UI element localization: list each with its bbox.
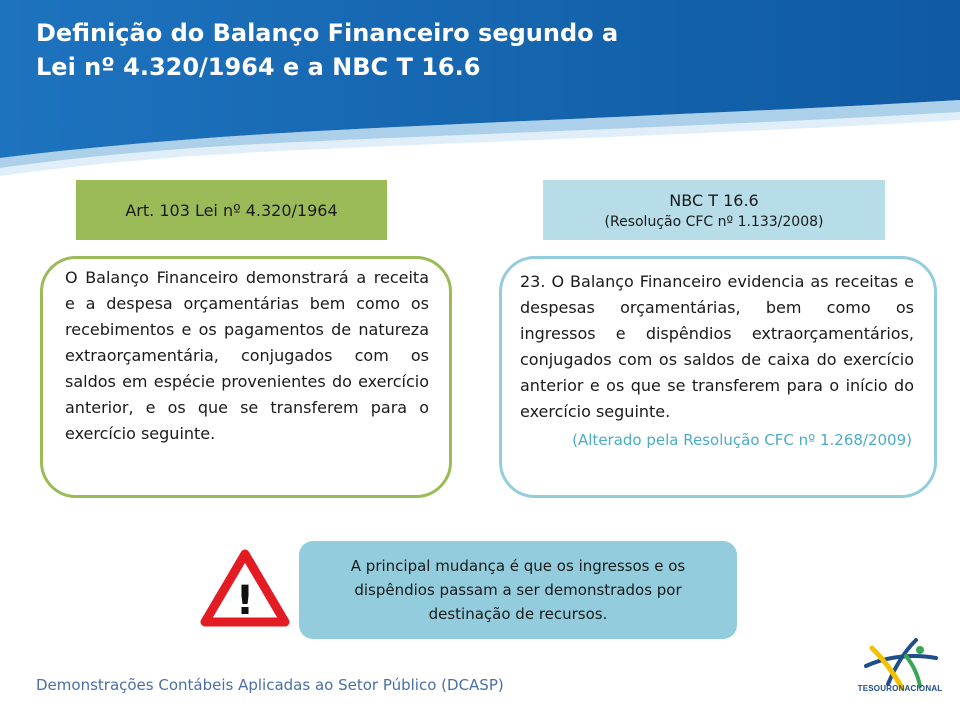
amendment-note: (Alterado pela Resolução CFC nº 1.268/2009) xyxy=(572,431,912,449)
warning-triangle-icon xyxy=(200,548,290,628)
warning-symbol: ! xyxy=(235,578,255,624)
right-label-text: NBC T 16.6 xyxy=(669,190,759,210)
warning-callout-text: A principal mudança é que os ingressos e os dispêndios passam a ser demonstrados por destinação de recursos. xyxy=(350,557,686,623)
title-line-2: Lei nº 4.320/1964 e a NBC T 16.6 xyxy=(36,53,481,81)
left-label-text: Art. 103 Lei nº 4.320/1964 xyxy=(125,200,338,220)
footer-text: Demonstrações Contábeis Aplicadas ao Setor Público (DCASP) xyxy=(36,676,504,694)
left-definition-text: O Balanço Financeiro demonstrará a receita e a despesa orçamentárias bem como os recebimentos e os pagamentos de natureza extraorçamentária, conjugados com os saldos em espécie provenientes do exercício anterior, e os que se transferem para o exercício seguinte. xyxy=(65,268,429,443)
warning-callout xyxy=(299,541,737,639)
logo-text: TESOURONACIONAL xyxy=(857,684,943,693)
right-definition-panel xyxy=(499,256,937,498)
right-label-box xyxy=(543,180,885,240)
page-title xyxy=(36,16,916,84)
title-line-1: Definição do Balanço Financeiro segundo a xyxy=(36,19,619,47)
header-banner xyxy=(0,0,960,180)
right-definition-text: 23. O Balanço Financeiro evidencia as receitas e despesas orçamentárias, bem como os ingressos e dispêndios extraorçamentários, conjugados com os saldos de caixa do exercício anterior e os que se transferem para o início do exercício seguinte. xyxy=(520,272,914,421)
left-label-box xyxy=(76,180,387,240)
right-sublabel-text: (Resolução CFC nº 1.133/2008) xyxy=(604,213,824,230)
left-definition-panel xyxy=(40,256,452,498)
